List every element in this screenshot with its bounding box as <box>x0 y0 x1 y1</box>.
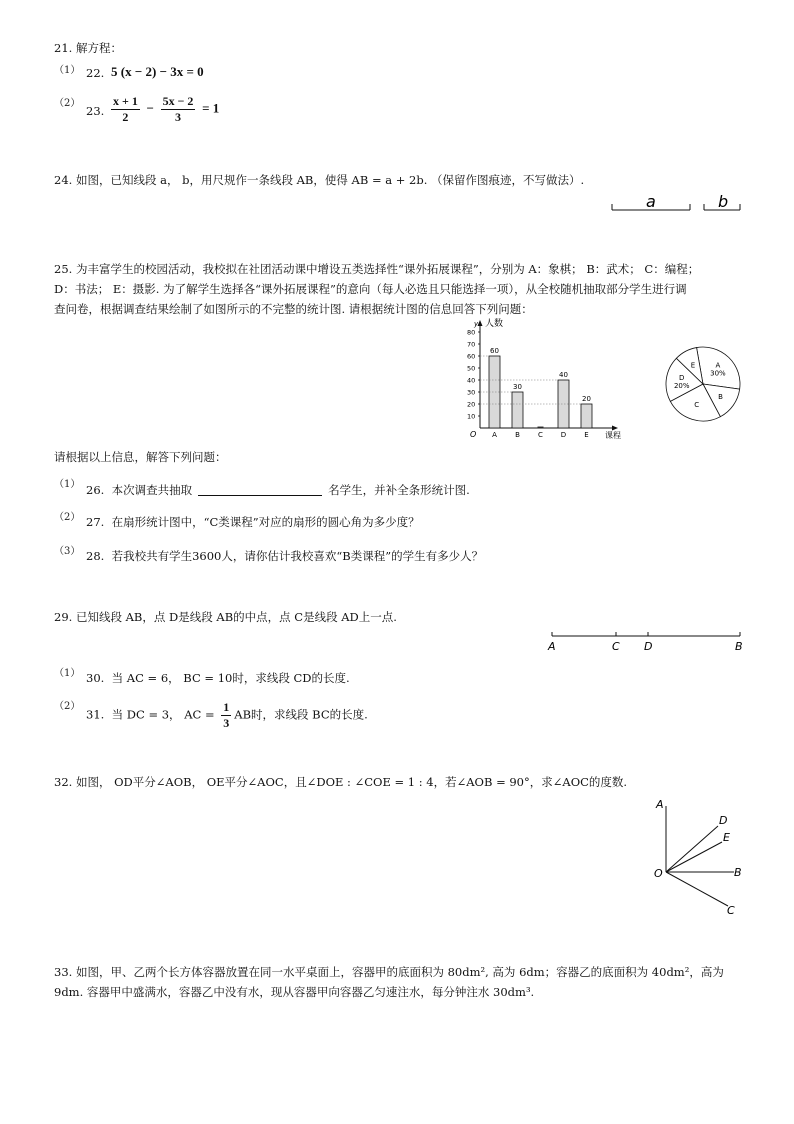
bar-chart <box>456 316 636 442</box>
q22-sub-label: （1） <box>54 65 81 76</box>
point-a-label: A <box>548 640 556 653</box>
q31-line <box>86 700 368 731</box>
q30-sub-label: （1） <box>54 668 81 679</box>
pie-slice-label: B <box>718 392 723 401</box>
origin-label: O <box>470 430 477 439</box>
pie-slice-value: 30% <box>710 369 726 378</box>
pie-slice-label: D <box>679 374 685 383</box>
ray-e-label: E <box>723 831 730 844</box>
bar-value-label: 40 <box>559 371 568 379</box>
q24-segment-figure <box>606 190 746 220</box>
q28-text: 若我校共有学生3600人，请你估计我校喜欢“B类课程”的学生有多少人？ <box>111 549 484 563</box>
q26-suffix: 名学生，并补全条形统计图. <box>328 483 470 497</box>
q33-line-1: 33. 如图，甲、乙两个长方体容器放置在同一水平桌面上，容器甲的底面积为 80dm², 高为 6dm；容器乙的底面积为 40dm²，高为 <box>54 965 724 979</box>
q27-text: 在扇形统计图中，“C类课程”对应的扇形的圆心角为多少度？ <box>111 515 420 529</box>
q23-fraction-1-denominator: 2 <box>122 110 129 124</box>
q25-line-1: 25. 为丰富学生的校园活动，我校拟在社团活动课中增设五类选择性“课外拓展课程”，分别为 A：象棋； B：武术； C：编程； <box>54 262 700 276</box>
q30-text: 当 AC = 6， BC = 10时，求线段 CD的长度. <box>111 671 350 685</box>
category-label: B <box>515 431 520 439</box>
pie-slice-label: A <box>715 361 721 370</box>
q33-line-2: 9dm. 容器甲中盛满水，容器乙中没有水，现从容器甲向容器乙匀速注水，每分钟注水 30dm³. <box>54 985 535 999</box>
q26-sub-label: （1） <box>54 479 81 490</box>
bar-value-label: 20 <box>582 395 591 403</box>
ray-b-label: B <box>734 866 742 879</box>
segment-b <box>704 192 740 211</box>
q31-sub-label: （2） <box>54 701 81 712</box>
q28-sub-label: （3） <box>54 546 81 557</box>
point-b-label: B <box>735 640 743 653</box>
y-tick-label: 50 <box>467 364 476 373</box>
y-tick-label: 80 <box>467 328 476 337</box>
q28-line <box>86 548 483 564</box>
q24-text: 24. 如图，已知线段 a， b，用尺规作一条线段 AB，使得 AB = a + 2b. （保留作图痕迹，不写做法）. <box>54 173 585 187</box>
pie-slice-value: 20% <box>673 382 690 391</box>
q23-operator: − <box>146 100 154 116</box>
q27-line <box>86 514 420 530</box>
point-c-label: C <box>612 640 620 653</box>
q21-heading: 21. 解方程： <box>54 41 122 55</box>
q22-number: 22. <box>86 66 105 80</box>
q23-fraction-2-denominator: 3 <box>175 110 181 124</box>
q28-number: 28. <box>86 549 105 563</box>
q30-number: 30. <box>86 671 105 685</box>
point-d-label: D <box>644 640 653 653</box>
category-label: A <box>492 431 497 439</box>
q22-equation: 5 (x − 2) − 3x = 0 <box>111 64 204 79</box>
x-axis-arrow <box>612 426 618 431</box>
q23-sub-label: （2） <box>54 98 81 109</box>
y-tick-label: 20 <box>467 400 476 409</box>
q32-angle-figure <box>648 796 748 920</box>
q23-fraction-2-numerator: 5x − 2 <box>162 94 194 108</box>
y-tick-label: 30 <box>467 388 476 397</box>
y-tick-label: 60 <box>467 352 476 361</box>
q29-line-figure <box>544 626 748 656</box>
q31-number: 31. <box>86 707 105 722</box>
y-tick-label: 70 <box>467 340 476 349</box>
segment-b-label: b <box>718 192 729 211</box>
q31-prefix: 当 DC = 3， AC = <box>111 707 215 722</box>
category-label: E <box>584 431 589 439</box>
q27-number: 27. <box>86 515 105 529</box>
q23-number: 23. <box>86 104 105 118</box>
q31-fraction-denominator: 3 <box>223 716 230 730</box>
ray-c-label: C <box>727 904 735 917</box>
q32-text: 32. 如图， OD平分∠AOB， OE平分∠AOC，且∠DOE : ∠COE = 1 : 4，若∠AOB = 90°，求∠AOC的度数. <box>54 775 628 789</box>
segment-a-label: a <box>646 192 656 211</box>
q31-fraction-numerator: 1 <box>223 700 230 714</box>
q25-line-2: D：书法； E：摄影. 为了解学生选择各“课外拓展课程”的意向（每人必选且只能选择一项），从全校随机抽取部分学生进行调 <box>54 282 687 296</box>
pie-slice-label: E <box>690 361 696 370</box>
q27-sub-label: （2） <box>54 512 81 523</box>
segment-a <box>612 192 690 211</box>
q23-fraction-1 <box>111 94 140 125</box>
pie-slice-label: C <box>694 401 700 410</box>
bar-value-label: 60 <box>490 347 499 355</box>
q26-prefix: 本次调查共抽取 <box>111 483 193 497</box>
pie-chart <box>662 343 744 425</box>
ray-a-label: A <box>656 798 664 811</box>
bar-value-label: 30 <box>513 383 522 391</box>
y-tick-label: 10 <box>467 412 476 421</box>
q29-text: 29. 已知线段 AB，点 D是线段 AB的中点，点 C是线段 AD上一点. <box>54 610 397 624</box>
q31-suffix: AB时，求线段 BC的长度. <box>234 707 368 722</box>
q25-line-3: 查问卷，根据调查结果绘制了如图所示的不完整的统计图. 请根据统计图的信息回答下列问题： <box>54 302 533 316</box>
vertex-o-label: O <box>654 867 663 880</box>
q23-rhs: = 1 <box>202 100 220 116</box>
y-tick-label: 40 <box>467 376 476 385</box>
q26-line <box>86 482 470 498</box>
bar <box>512 392 523 428</box>
q25-after-text: 请根据以上信息，解答下列问题： <box>54 450 227 464</box>
q23-equation <box>108 94 219 125</box>
q30-line <box>86 670 350 686</box>
y-axis-arrow <box>478 320 483 326</box>
bar <box>581 404 592 428</box>
q31-fraction <box>221 700 231 731</box>
category-label: D <box>560 431 567 439</box>
q23-fraction-2 <box>161 94 196 125</box>
ray-d-label: D <box>719 814 728 827</box>
y-axis-label: 人数 <box>485 319 504 329</box>
category-label: C <box>538 431 543 439</box>
y-axis-letter: y <box>474 320 479 328</box>
q26-number: 26. <box>86 483 105 497</box>
q23-fraction-1-numerator: x + 1 <box>113 94 138 108</box>
x-axis-label: 课程 <box>605 431 621 440</box>
q26-answer-blank[interactable] <box>198 495 322 496</box>
